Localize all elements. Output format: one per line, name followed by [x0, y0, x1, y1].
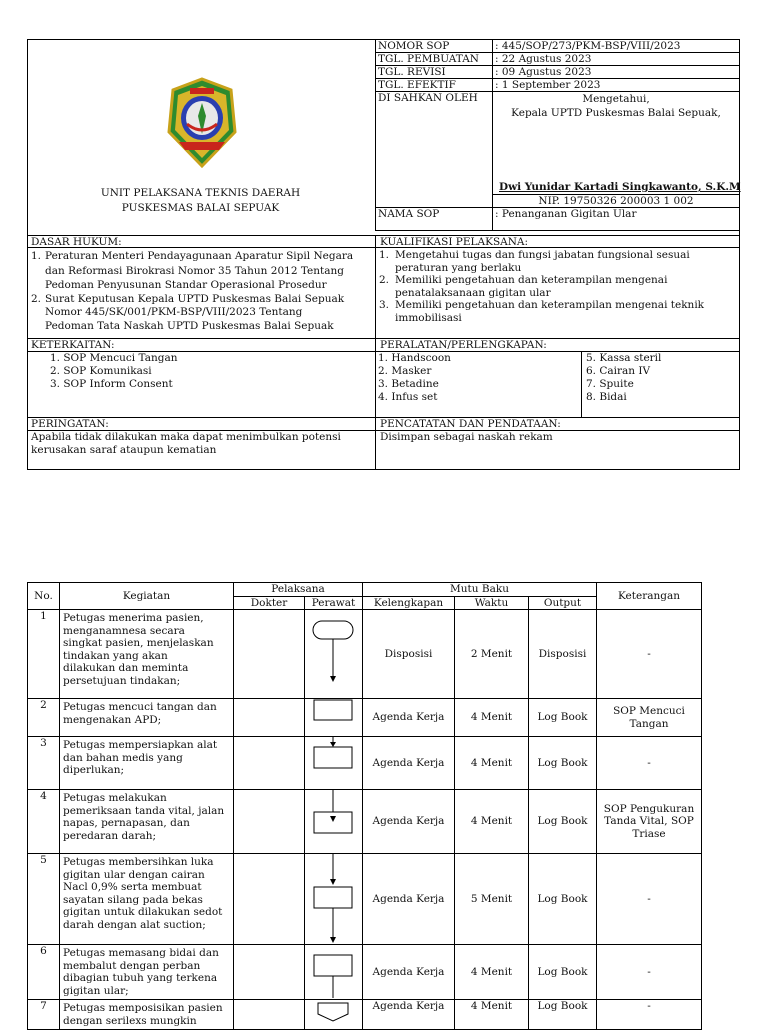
list-item — [31, 293, 371, 334]
vertical-divider — [581, 351, 582, 417]
text-line: menganamnesa secara — [63, 624, 185, 637]
table-row — [28, 1000, 702, 1030]
kelengkapan-cell: Agenda Kerja — [363, 854, 455, 945]
pencatatan-text: Disimpan sebagai naskah rekam — [380, 431, 553, 443]
kelengkapan-cell: Agenda Kerja — [363, 699, 455, 737]
list-item: 6. Cairan IV — [586, 365, 651, 377]
item-number: 1. — [379, 249, 390, 261]
item-line: Memiliki pengetahuan dan keterampilan mengenai — [395, 274, 668, 286]
dokter-cell — [234, 699, 305, 737]
signer-nip: NIP. 19750326 200003 1 002 — [538, 195, 694, 207]
output-cell: Log Book — [529, 737, 597, 790]
kelengkapan-cell: Agenda Kerja — [363, 945, 455, 1000]
item-number: 1. — [31, 250, 42, 262]
text-line: Apabila tidak dilakukan maka dapat menimbulkan potensi — [31, 431, 341, 443]
perawat-cell — [305, 737, 363, 790]
pencatatan-title: PENCATATAN DAN PENDATAAN: — [380, 418, 561, 430]
meta-row — [376, 66, 740, 79]
row-number: 7 — [28, 1000, 60, 1030]
table-row — [28, 737, 702, 790]
meta-value: : 1 September 2023 — [493, 79, 740, 92]
row-number: 2 — [28, 699, 60, 737]
flow-symbol-process — [305, 737, 363, 789]
row-kegiatan — [60, 854, 234, 945]
waktu-cell: 2 Menit — [455, 610, 529, 699]
text-line: Petugas membersihkan luka — [63, 856, 214, 868]
row-kegiatan — [60, 699, 234, 737]
peringatan-title: PERINGATAN: — [31, 418, 109, 430]
keterangan-cell — [597, 945, 702, 1000]
list-item: 3. SOP Inform Consent — [50, 378, 173, 390]
row-number: 6 — [28, 945, 60, 1000]
flow-symbol-process — [305, 790, 363, 853]
text-line: darah dengan alat suction; — [63, 918, 206, 931]
dokter-cell — [234, 945, 305, 1000]
list-item — [379, 299, 737, 324]
list-item: 2. SOP Komunikasi — [50, 365, 152, 377]
text-line: napas, pernapasan, dan — [63, 817, 190, 829]
keterangan-cell — [597, 790, 702, 854]
text-line: Petugas menerima pasien, — [63, 612, 204, 624]
keterangan-cell — [597, 610, 702, 699]
row-number: 5 — [28, 854, 60, 945]
peralatan-col-2 — [586, 352, 661, 404]
keterkaitan-title: KETERKAITAN: — [31, 339, 115, 351]
text-line: dan bahan medis yang — [63, 751, 183, 764]
list-item: 1. SOP Mencuci Tangan — [50, 352, 178, 364]
meta-label: TGL. PEMBUATAN — [376, 53, 493, 66]
text-line: Petugas memposisikan pasien — [63, 1002, 223, 1014]
keterangan-cell — [597, 854, 702, 945]
kualifikasi-title: KUALIFIKASI PELAKSANA: — [380, 236, 529, 248]
meta-label: NOMOR SOP — [376, 40, 493, 53]
item-line: peraturan yang berlaku — [395, 261, 522, 274]
text-line: diperlukan; — [63, 764, 125, 776]
text-line: Petugas melakukan — [63, 792, 167, 804]
item-line: Peraturan Menteri Pendayagunaan Aparatur Sipil Negara — [45, 250, 354, 262]
text-line: Tanda Vital, SOP — [604, 815, 694, 828]
col-waktu: Waktu — [455, 596, 529, 610]
item-line: Pedoman Tata Naskah UPTD Puskesmas Balai Sepuak — [45, 319, 334, 332]
row-kegiatan — [60, 1000, 234, 1030]
text-line: Triase — [632, 827, 666, 840]
text-line: Petugas mempersiapkan alat — [63, 739, 218, 751]
row-kegiatan — [60, 737, 234, 790]
peralatan-title: PERALATAN/PERLENGKAPAN: — [380, 339, 547, 351]
item-number: 3. — [379, 299, 390, 311]
row-number: 1 — [28, 610, 60, 699]
header-row — [28, 583, 702, 597]
perawat-cell — [305, 854, 363, 945]
flow-symbol-process — [305, 854, 363, 944]
meta-row — [376, 53, 740, 66]
kelengkapan-cell: Agenda Kerja — [363, 737, 455, 790]
waktu-cell: 4 Menit — [455, 945, 529, 1000]
keterangan-cell — [597, 1000, 702, 1030]
item-line: penatalaksanaan gigitan ular — [395, 286, 551, 299]
list-item: 8. Bidai — [586, 391, 627, 403]
meta-value: : 445/SOP/273/PKM-BSP/VIII/2023 — [493, 40, 740, 53]
text-line: - — [647, 647, 651, 660]
text-line: dengan serilexs mungkin — [63, 1014, 197, 1027]
item-number: 2. — [379, 274, 390, 286]
text-line: Petugas memasang bidai dan — [63, 947, 219, 959]
dasar-hukum-list — [31, 249, 371, 333]
table-row — [28, 790, 702, 854]
dokter-cell — [234, 790, 305, 854]
dokter-cell — [234, 610, 305, 699]
row-number: 4 — [28, 790, 60, 854]
vertical-divider — [375, 235, 376, 470]
dokter-cell — [234, 1000, 305, 1030]
text-line: - — [647, 892, 651, 905]
output-cell: Log Book — [529, 790, 597, 854]
output-cell: Log Book — [529, 1000, 597, 1030]
col-no: No. — [28, 583, 60, 610]
dokter-cell — [234, 737, 305, 790]
output-cell: Log Book — [529, 699, 597, 737]
table-row — [28, 610, 702, 699]
list-item — [31, 249, 371, 293]
text-line: gigitan ular; — [63, 984, 129, 997]
col-output: Output — [529, 596, 597, 610]
text-line: Petugas mencuci tangan dan — [63, 701, 217, 713]
text-line: pemeriksaan tanda vital, jalan — [63, 804, 225, 817]
perawat-cell — [305, 1000, 363, 1030]
text-line: - — [647, 1000, 651, 1012]
flow-symbol-terminator — [305, 610, 363, 698]
list-item: 4. Infus set — [378, 391, 438, 403]
text-line: Nacl 0,9% serta membuat — [63, 881, 202, 893]
meta-label: TGL. EFEKTIF — [376, 79, 493, 92]
approval-row — [376, 92, 740, 208]
text-line: membalut dengan perban — [63, 959, 201, 972]
text-line: peredaran darah; — [63, 829, 157, 842]
waktu-cell: 5 Menit — [455, 854, 529, 945]
list-item: 3. Betadine — [378, 378, 439, 390]
kualifikasi-list — [379, 249, 737, 324]
waktu-cell: 4 Menit — [455, 790, 529, 854]
item-number: 2. — [31, 292, 42, 305]
org-line-2: PUSKESMAS BALAI SEPUAK — [121, 202, 280, 214]
text-line: - — [647, 756, 651, 769]
row-kegiatan — [60, 790, 234, 854]
kelengkapan-cell: Disposisi — [363, 610, 455, 699]
col-pelaksana: Pelaksana — [234, 583, 363, 597]
waktu-cell: 4 Menit — [455, 737, 529, 790]
dasar-hukum-title: DASAR HUKUM: — [31, 236, 122, 248]
waktu-cell: 4 Menit — [455, 1000, 529, 1030]
flow-symbol-offpage — [305, 1000, 363, 1022]
item-line: Pedoman Penyusunan Standar Operasional Prosedur — [45, 279, 327, 291]
text-line: kerusakan saraf ataupun kematian — [31, 444, 217, 456]
nama-sop-label: NAMA SOP — [376, 208, 493, 231]
nama-sop-value: : Penanganan Gigitan Ular — [493, 208, 740, 231]
item-line: Mengetahui tugas dan fungsi jabatan fungsional sesuai — [395, 249, 690, 261]
procedure-flow-table — [27, 582, 702, 1030]
text-line: dibagian tubuh yang terkena — [63, 972, 218, 984]
approval-cell — [493, 92, 740, 208]
mengetahui-text: Mengetahui, — [582, 93, 650, 105]
table-row — [28, 945, 702, 1000]
row-number: 3 — [28, 737, 60, 790]
keterkaitan-list — [50, 352, 177, 391]
meta-row — [376, 40, 740, 53]
org-line-1: UNIT PELAKSANA TEKNIS DAERAH — [100, 187, 301, 199]
table-row — [28, 854, 702, 945]
text-line: gigitan untuk dilakukan sedot — [63, 906, 223, 918]
kabupaten-emblem — [165, 76, 240, 170]
item-line: immobilisasi — [395, 311, 462, 324]
perawat-cell — [305, 945, 363, 1000]
item-line: Nomor 445/SK/001/PKM-BSP/VIII/2023 Tentang — [45, 306, 303, 318]
list-item: 2. Masker — [378, 365, 432, 377]
meta-label: TGL. REVISI — [376, 66, 493, 79]
text-line: persetujuan tindakan; — [63, 674, 181, 687]
list-item: 5. Kassa steril — [586, 352, 662, 364]
list-item: 7. Spuite — [586, 378, 634, 390]
peringatan-text — [31, 431, 341, 457]
col-kelengkapan: Kelengkapan — [363, 596, 455, 610]
disahkan-label: DI SAHKAN OLEH — [376, 92, 493, 208]
list-item — [379, 274, 737, 299]
output-cell: Log Book — [529, 854, 597, 945]
keterangan-cell — [597, 737, 702, 790]
list-item: 1. Handscoon — [378, 352, 451, 364]
row-kegiatan — [60, 610, 234, 699]
item-line: Surat Keputusan Kepala UPTD Puskesmas Balai Sepuak — [45, 292, 345, 305]
nama-sop-row — [376, 208, 740, 231]
text-line: Tangan — [629, 717, 669, 730]
col-perawat: Perawat — [305, 596, 363, 610]
list-item — [379, 249, 737, 274]
text-line: tindakan yang akan — [63, 649, 168, 662]
sop-meta-table — [375, 39, 740, 231]
meta-row — [376, 79, 740, 92]
table-row — [28, 699, 702, 737]
col-mutu-baku: Mutu Baku — [363, 583, 597, 597]
col-kegiatan: Kegiatan — [60, 583, 234, 610]
waktu-cell: 4 Menit — [455, 699, 529, 737]
kepala-text: Kepala UPTD Puskesmas Balai Sepuak, — [511, 107, 721, 119]
text-line: SOP Pengukuran — [603, 802, 695, 815]
flow-symbol-process — [305, 699, 363, 736]
keterangan-cell — [597, 699, 702, 737]
text-line: singkat pasien, menjelaskan — [63, 637, 214, 649]
peralatan-col-1 — [378, 352, 451, 404]
kelengkapan-cell: Agenda Kerja — [363, 1000, 455, 1030]
perawat-cell — [305, 699, 363, 737]
perawat-cell — [305, 610, 363, 699]
output-cell: Disposisi — [529, 610, 597, 699]
text-line: mengenakan APD; — [63, 713, 162, 726]
meta-value: : 09 Agustus 2023 — [493, 66, 740, 79]
flow-symbol-process — [305, 947, 363, 998]
text-line: gigitan ular dengan cairan — [63, 868, 205, 881]
text-line: sayatan silang pada bekas — [63, 893, 203, 906]
col-keterangan: Keterangan — [597, 583, 702, 610]
text-line: - — [647, 965, 651, 978]
emblem-icon — [165, 76, 240, 170]
kelengkapan-cell: Agenda Kerja — [363, 790, 455, 854]
signer-name: Dwi Yunidar Kartadi Singkawanto, S.K.M — [499, 181, 741, 193]
text-line: SOP Mencuci — [613, 705, 685, 717]
meta-value: : 22 Agustus 2023 — [493, 53, 740, 66]
row-kegiatan — [60, 945, 234, 1000]
output-cell: Log Book — [529, 945, 597, 1000]
item-line: Memiliki pengetahuan dan keterampilan mengenai teknik — [395, 299, 705, 311]
perawat-cell — [305, 790, 363, 854]
text-line: dilakukan dan meminta — [63, 662, 189, 674]
dokter-cell — [234, 854, 305, 945]
item-line: dan Reformasi Birokrasi Nomor 35 Tahun 2012 Tentang — [45, 264, 344, 277]
col-dokter: Dokter — [234, 596, 305, 610]
